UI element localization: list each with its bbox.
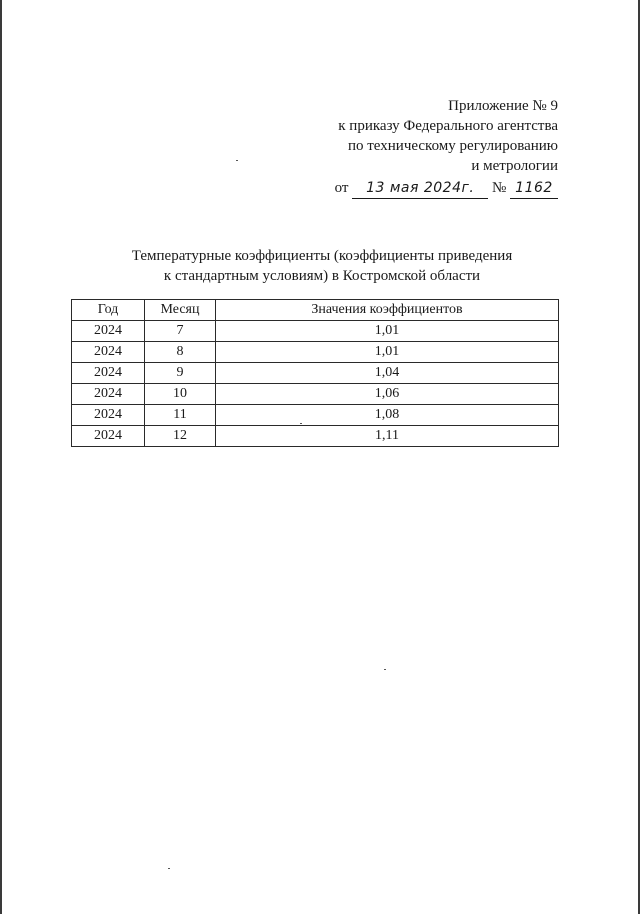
- cell-month: 10: [145, 384, 216, 405]
- number-label: №: [491, 180, 507, 196]
- cell-value: 1,01: [216, 321, 559, 342]
- appendix-header: [335, 96, 558, 199]
- from-label: от: [334, 180, 349, 196]
- agency-line: по техническому регулированию: [347, 138, 558, 154]
- cell-value: 1,11: [216, 426, 559, 447]
- scan-speck: [236, 160, 238, 161]
- table-row: [72, 321, 559, 342]
- cell-year: 2024: [72, 363, 145, 384]
- cell-month: 8: [145, 342, 216, 363]
- cell-year: 2024: [72, 342, 145, 363]
- title-line-2: к стандартным условиям) в Костромской области: [163, 268, 481, 284]
- scan-speck: [384, 669, 386, 670]
- order-reference-line: к приказу Федерального агентства: [338, 118, 558, 134]
- agency-line-2: и метрологии: [471, 158, 558, 174]
- cell-value: 1,04: [216, 363, 559, 384]
- cell-month: 11: [145, 405, 216, 426]
- header-value: Значения коэффициентов: [216, 300, 559, 321]
- scan-speck: [300, 423, 302, 424]
- document-title: [0, 246, 640, 286]
- scan-speck: [168, 868, 170, 869]
- table-row: [72, 342, 559, 363]
- title-line-1: Температурные коэффициенты (коэффициенты приведения: [131, 248, 513, 264]
- cell-month: 7: [145, 321, 216, 342]
- cell-month: 12: [145, 426, 216, 447]
- header-year: Год: [72, 300, 145, 321]
- handwritten-order-number: 1162: [510, 178, 558, 199]
- cell-year: 2024: [72, 426, 145, 447]
- appendix-number: Приложение № 9: [448, 98, 558, 114]
- cell-month: 9: [145, 363, 216, 384]
- table-row: [72, 405, 559, 426]
- cell-year: 2024: [72, 321, 145, 342]
- coefficients-table: [71, 299, 559, 447]
- cell-value: 1,08: [216, 405, 559, 426]
- handwritten-date: 13 мая 2024г.: [352, 178, 488, 199]
- cell-year: 2024: [72, 384, 145, 405]
- table-row: [72, 426, 559, 447]
- table-row: [72, 363, 559, 384]
- table-row: [72, 384, 559, 405]
- order-date-number-line: [335, 178, 558, 199]
- cell-value: 1,06: [216, 384, 559, 405]
- cell-value: 1,01: [216, 342, 559, 363]
- table-header-row: [72, 300, 559, 321]
- cell-year: 2024: [72, 405, 145, 426]
- header-month: Месяц: [145, 300, 216, 321]
